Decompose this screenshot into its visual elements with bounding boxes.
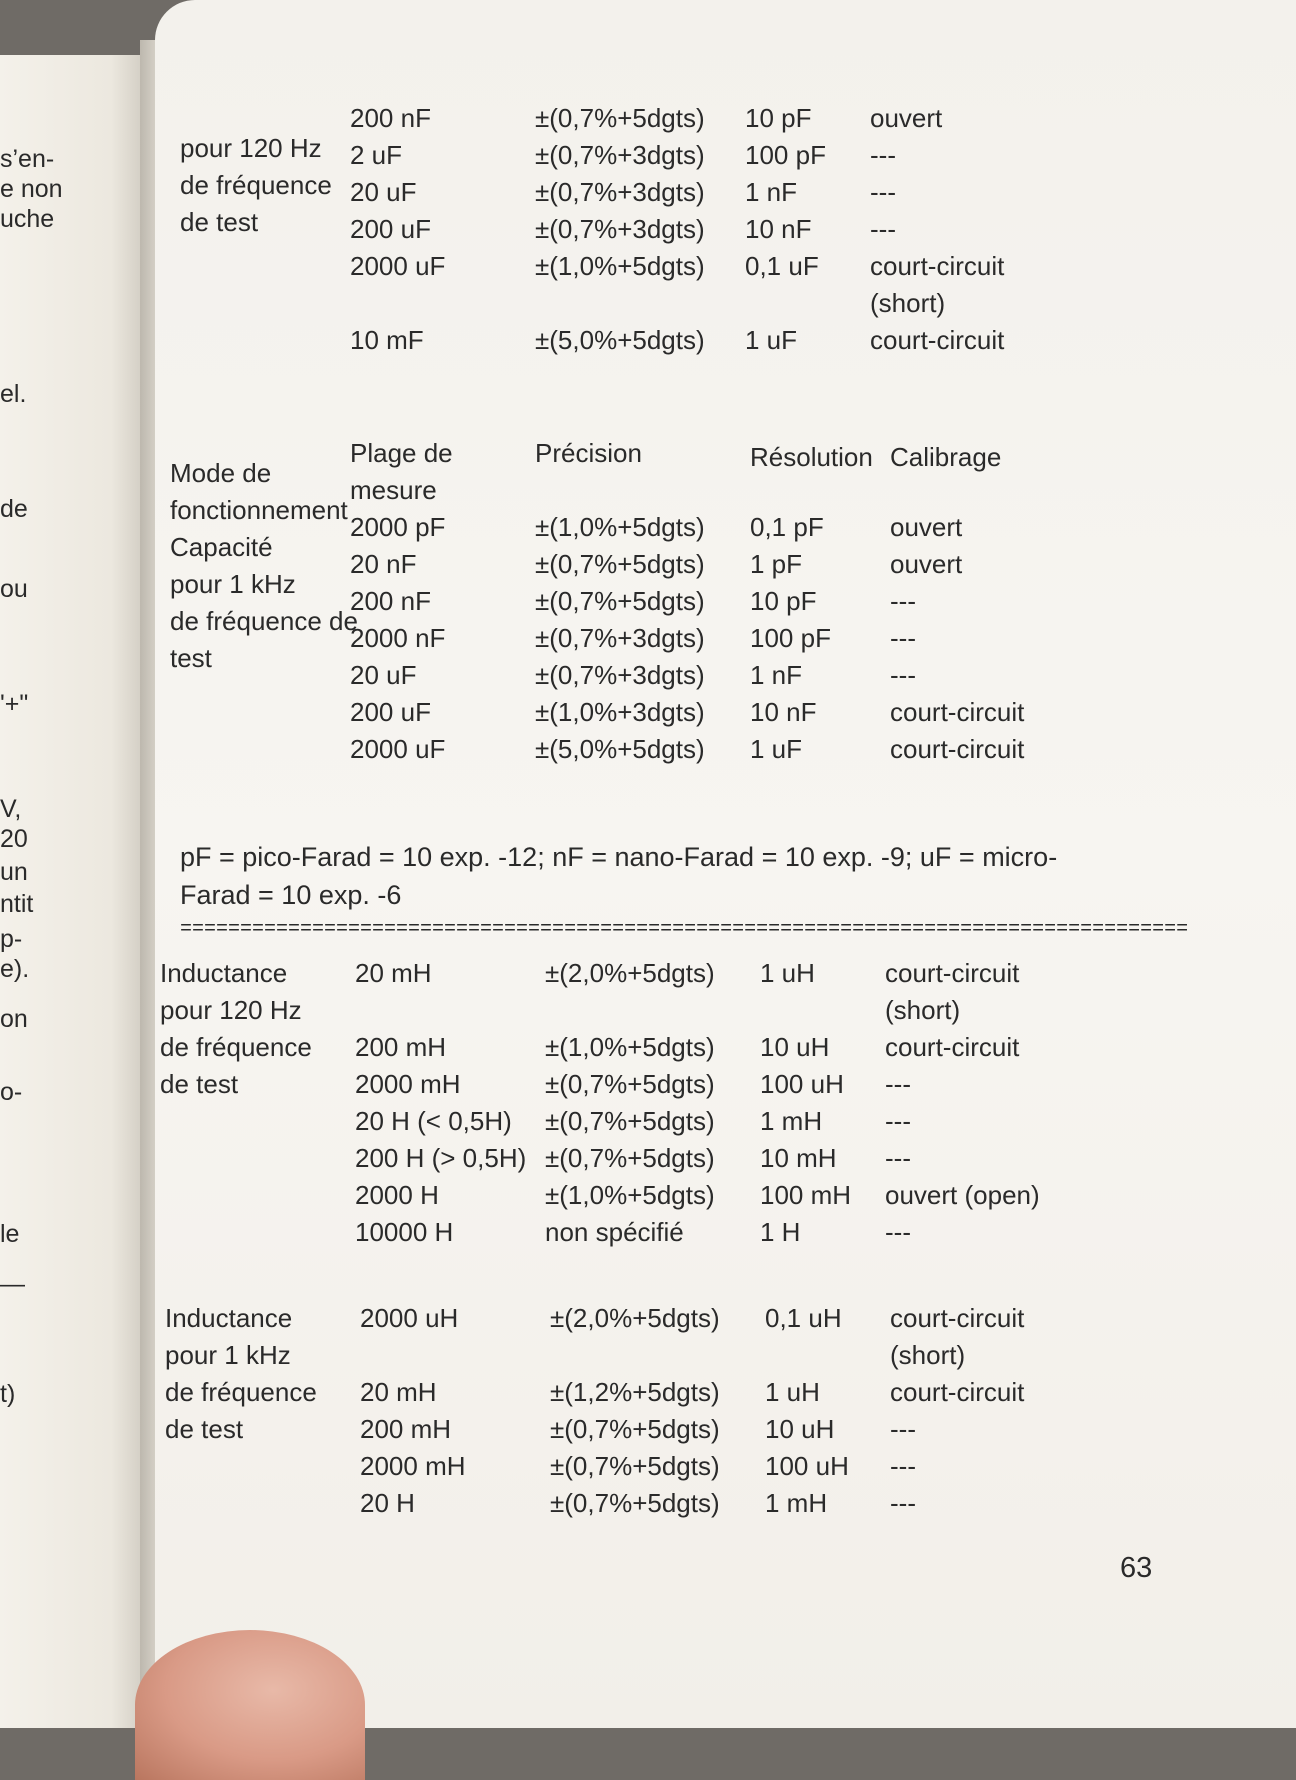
header-line: Plage de bbox=[350, 438, 453, 468]
left-page-fragment: un bbox=[0, 858, 28, 886]
table-cell-precision: ±(0,7%+3dgts) bbox=[535, 214, 705, 244]
table-cell-calibration: --- bbox=[870, 177, 896, 207]
table-cell-precision: ±(5,0%+5dgts) bbox=[535, 734, 705, 764]
mode-header bbox=[170, 455, 358, 677]
table-cell-range: 20 H bbox=[360, 1488, 415, 1518]
table-cell-calibration: --- bbox=[890, 1488, 916, 1518]
table-cell-calibration: court-circuit bbox=[885, 958, 1020, 988]
table-cell-range: 200 mH bbox=[360, 1414, 452, 1444]
label-line: Inductance bbox=[160, 958, 288, 988]
table-cell-resolution bbox=[760, 992, 851, 1029]
left-page-fragment: e non bbox=[0, 175, 63, 203]
table-cell-calibration: --- bbox=[870, 214, 896, 244]
left-page-fragment: '+" bbox=[0, 690, 29, 718]
table-cell-range: 20 mH bbox=[355, 958, 432, 988]
table-cell-resolution: 0,1 pF bbox=[750, 512, 824, 542]
separator-line: ==================================================================================== bbox=[180, 920, 1189, 940]
table-cell-precision: ±(0,7%+5dgts) bbox=[545, 1143, 715, 1173]
table-cell-resolution: 1 uF bbox=[745, 325, 798, 355]
precision-column bbox=[550, 1300, 720, 1522]
table-cell-calibration: court-circuit bbox=[870, 325, 1005, 355]
mode-label bbox=[165, 1300, 317, 1448]
range-column bbox=[360, 1300, 466, 1522]
label-line: de test bbox=[160, 1069, 239, 1099]
table-cell-calibration: --- bbox=[890, 660, 916, 690]
table-cell-resolution: 10 uH bbox=[765, 1414, 835, 1444]
table-cell-range: 2000 mH bbox=[360, 1451, 466, 1481]
label-line: de test bbox=[165, 1414, 244, 1444]
capacitance-120hz-table bbox=[180, 100, 1280, 370]
table-cell-range: 10 mF bbox=[350, 325, 424, 355]
calibration-column bbox=[890, 435, 1025, 764]
table-cell-resolution: 100 uH bbox=[760, 1069, 844, 1099]
note-line: Farad = 10 exp. -6 bbox=[180, 880, 402, 910]
table-cell-resolution: 10 pF bbox=[745, 103, 812, 133]
table-cell-resolution: 1 mH bbox=[760, 1106, 823, 1136]
table-cell-resolution: 10 nF bbox=[745, 214, 812, 244]
table-cell-precision: ±(1,0%+5dgts) bbox=[535, 512, 705, 542]
table-cell-resolution: 1 mH bbox=[765, 1488, 828, 1518]
left-page-fragment: V, bbox=[0, 795, 22, 823]
label-line: pour 1 kHz bbox=[170, 569, 296, 599]
left-page-fragment: 20 bbox=[0, 825, 28, 853]
capacitance-1khz-table bbox=[170, 435, 1280, 775]
calibration-column bbox=[870, 100, 1004, 359]
table-cell-calibration: court-circuit bbox=[890, 1303, 1025, 1333]
table-cell-resolution: 1 uF bbox=[750, 734, 803, 764]
table-cell-resolution: 100 pF bbox=[750, 623, 831, 653]
resolution-header: Résolution bbox=[750, 442, 873, 472]
table-cell-precision: ±(0,7%+5dgts) bbox=[545, 1106, 715, 1136]
table-cell-calibration: ouvert (open) bbox=[885, 1180, 1040, 1210]
table-cell-precision: ±(5,0%+5dgts) bbox=[535, 325, 705, 355]
inductance-1khz-table bbox=[165, 1300, 1290, 1530]
table-cell-calibration: --- bbox=[885, 1217, 911, 1247]
mode-label bbox=[160, 955, 312, 1103]
calibration-column bbox=[885, 955, 1040, 1251]
mode-label bbox=[180, 130, 332, 241]
left-page-fragment: uche bbox=[0, 205, 55, 233]
table-cell-range: 200 mH bbox=[355, 1032, 447, 1062]
left-page-fragment: el. bbox=[0, 380, 27, 408]
table-cell-resolution: 100 pF bbox=[745, 140, 826, 170]
table-cell-calibration: --- bbox=[890, 623, 916, 653]
resolution-column bbox=[750, 435, 873, 764]
table-cell-precision bbox=[550, 1337, 720, 1374]
label-line: test bbox=[170, 643, 212, 673]
left-page-fragment: le bbox=[0, 1220, 20, 1248]
table-cell-range: 200 H (> 0,5H) bbox=[355, 1143, 527, 1173]
table-cell-precision: non spécifié bbox=[545, 1217, 684, 1247]
left-page-fragment: t) bbox=[0, 1380, 16, 1408]
table-cell-calibration: ouvert bbox=[890, 549, 963, 579]
table-cell-resolution: 100 uH bbox=[765, 1451, 849, 1481]
range-column bbox=[350, 100, 445, 359]
table-cell-calibration: --- bbox=[885, 1069, 911, 1099]
table-cell-precision: ±(1,0%+5dgts) bbox=[545, 1032, 715, 1062]
table-cell-range: 200 uF bbox=[350, 697, 431, 727]
page-number: 63 bbox=[1120, 1552, 1153, 1584]
label-line: pour 1 kHz bbox=[165, 1340, 291, 1370]
table-cell-resolution: 0,1 uH bbox=[765, 1303, 842, 1333]
table-cell-resolution: 1 H bbox=[760, 1217, 801, 1247]
left-page-fragment: de bbox=[0, 495, 28, 523]
label-line: Inductance bbox=[165, 1303, 293, 1333]
table-cell-precision: ±(2,0%+5dgts) bbox=[550, 1303, 720, 1333]
table-cell-resolution: 1 nF bbox=[750, 660, 803, 690]
left-page-fragment: o- bbox=[0, 1078, 23, 1106]
table-cell-calibration: ouvert bbox=[870, 103, 943, 133]
resolution-column bbox=[765, 1300, 849, 1522]
label-line: de fréquence bbox=[165, 1377, 317, 1407]
note-line: pF = pico-Farad = 10 exp. -12; nF = nano-Farad = 10 exp. -9; uF = micro- bbox=[180, 842, 1058, 872]
label-line: de fréquence bbox=[180, 170, 332, 200]
left-page-fragment: e). bbox=[0, 955, 30, 983]
thumb bbox=[135, 1630, 365, 1780]
table-cell-range: 10000 H bbox=[355, 1217, 454, 1247]
label-line: de test bbox=[180, 207, 259, 237]
table-cell-precision: ±(2,0%+5dgts) bbox=[545, 958, 715, 988]
table-cell-range: 2000 nF bbox=[350, 623, 446, 653]
table-cell-precision: ±(0,7%+3dgts) bbox=[535, 177, 705, 207]
table-cell-resolution: 1 uH bbox=[765, 1377, 820, 1407]
table-cell-range: 2000 uH bbox=[360, 1303, 459, 1333]
manual-page bbox=[155, 0, 1296, 1728]
left-page-fragment: ntit bbox=[0, 890, 34, 918]
left-page-fragment: — bbox=[0, 1270, 25, 1298]
table-cell-precision: ±(1,0%+3dgts) bbox=[535, 697, 705, 727]
table-cell-resolution: 1 nF bbox=[745, 177, 798, 207]
table-cell-range: 200 nF bbox=[350, 103, 431, 133]
table-cell-precision bbox=[545, 992, 715, 1029]
table-cell-range bbox=[350, 285, 445, 322]
range-column bbox=[350, 435, 453, 764]
table-cell-precision: ±(0,7%+5dgts) bbox=[550, 1451, 720, 1481]
table-cell-calibration: (short) bbox=[885, 995, 961, 1025]
table-cell-resolution: 10 uH bbox=[760, 1032, 830, 1062]
precision-column bbox=[545, 955, 715, 1251]
precision-header: Précision bbox=[535, 438, 642, 468]
label-line: pour 120 Hz bbox=[160, 995, 302, 1025]
left-page-fragment: p- bbox=[0, 925, 23, 953]
table-cell-precision bbox=[535, 285, 705, 322]
table-cell-calibration: ouvert bbox=[890, 512, 963, 542]
table-cell-range: 20 nF bbox=[350, 549, 417, 579]
table-cell-range: 2000 uF bbox=[350, 734, 446, 764]
table-cell-calibration: court-circuit bbox=[890, 1377, 1025, 1407]
table-cell-resolution: 100 mH bbox=[760, 1180, 852, 1210]
table-cell-precision: ±(0,7%+5dgts) bbox=[550, 1414, 720, 1444]
table-cell-range: 2000 mH bbox=[355, 1069, 461, 1099]
table-cell-precision: ±(1,0%+5dgts) bbox=[545, 1180, 715, 1210]
header-line: Mode de bbox=[170, 458, 272, 488]
precision-column bbox=[535, 100, 705, 359]
table-cell-resolution bbox=[745, 285, 826, 322]
table-cell-precision: ±(0,7%+3dgts) bbox=[535, 660, 705, 690]
table-cell-resolution: 10 nF bbox=[750, 697, 817, 727]
resolution-column bbox=[745, 100, 826, 359]
table-cell-resolution: 10 pF bbox=[750, 586, 817, 616]
table-cell-range: 200 nF bbox=[350, 586, 431, 616]
table-cell-calibration: court-circuit bbox=[870, 251, 1005, 281]
table-cell-calibration: --- bbox=[885, 1143, 911, 1173]
label-line: de fréquence de bbox=[170, 606, 358, 636]
resolution-column bbox=[760, 955, 851, 1251]
table-cell-calibration: --- bbox=[870, 140, 896, 170]
table-cell-range: 20 uF bbox=[350, 660, 417, 690]
table-cell-range: 2 uF bbox=[350, 140, 403, 170]
header-line: mesure bbox=[350, 475, 437, 505]
table-cell-range: 20 mH bbox=[360, 1377, 437, 1407]
table-cell-range: 200 uF bbox=[350, 214, 431, 244]
inductance-120hz-table bbox=[160, 955, 1285, 1265]
unit-note bbox=[180, 838, 1180, 914]
table-cell-range: 2000 pF bbox=[350, 512, 446, 542]
table-cell-resolution: 1 uH bbox=[760, 958, 815, 988]
table-cell-calibration: --- bbox=[890, 1451, 916, 1481]
range-column bbox=[355, 955, 526, 1251]
table-cell-calibration: --- bbox=[890, 586, 916, 616]
table-cell-range: 20 H (< 0,5H) bbox=[355, 1106, 512, 1136]
left-page-fragment: ou bbox=[0, 575, 28, 603]
table-cell-precision: ±(1,0%+5dgts) bbox=[535, 251, 705, 281]
label-line: pour 120 Hz bbox=[180, 133, 322, 163]
table-cell-calibration: --- bbox=[890, 1414, 916, 1444]
table-cell-calibration: court-circuit bbox=[890, 697, 1025, 727]
table-cell-calibration: (short) bbox=[870, 288, 946, 318]
table-cell-range bbox=[360, 1337, 466, 1374]
table-cell-range bbox=[355, 992, 526, 1029]
table-cell-precision: ±(1,2%+5dgts) bbox=[550, 1377, 720, 1407]
table-cell-precision: ±(0,7%+5dgts) bbox=[535, 103, 705, 133]
table-cell-precision: ±(0,7%+3dgts) bbox=[535, 140, 705, 170]
left-page-fragment: s’en- bbox=[0, 145, 55, 173]
table-cell-precision: ±(0,7%+5dgts) bbox=[535, 586, 705, 616]
table-cell-precision: ±(0,7%+3dgts) bbox=[535, 623, 705, 653]
table-cell-precision: ±(0,7%+5dgts) bbox=[550, 1488, 720, 1518]
precision-column bbox=[535, 435, 705, 764]
table-cell-precision: ±(0,7%+5dgts) bbox=[545, 1069, 715, 1099]
table-cell-calibration: --- bbox=[885, 1106, 911, 1136]
calibration-header: Calibrage bbox=[890, 442, 1002, 472]
table-cell-range: 20 uF bbox=[350, 177, 417, 207]
table-cell-calibration: (short) bbox=[890, 1340, 966, 1370]
table-cell-resolution: 1 pF bbox=[750, 549, 803, 579]
header-line: fonctionnement bbox=[170, 495, 348, 525]
table-cell-precision: ±(0,7%+5dgts) bbox=[535, 549, 705, 579]
left-page bbox=[0, 55, 148, 1728]
label-line: Capacité bbox=[170, 532, 273, 562]
calibration-column bbox=[890, 1300, 1024, 1522]
table-cell-calibration: court-circuit bbox=[890, 734, 1025, 764]
left-page-fragment: on bbox=[0, 1005, 28, 1033]
table-cell-resolution: 10 mH bbox=[760, 1143, 837, 1173]
table-cell-range: 2000 uF bbox=[350, 251, 446, 281]
table-cell-resolution bbox=[765, 1337, 849, 1374]
table-cell-calibration: court-circuit bbox=[885, 1032, 1020, 1062]
label-line: de fréquence bbox=[160, 1032, 312, 1062]
table-cell-resolution: 0,1 uF bbox=[745, 251, 819, 281]
table-cell-range: 2000 H bbox=[355, 1180, 439, 1210]
